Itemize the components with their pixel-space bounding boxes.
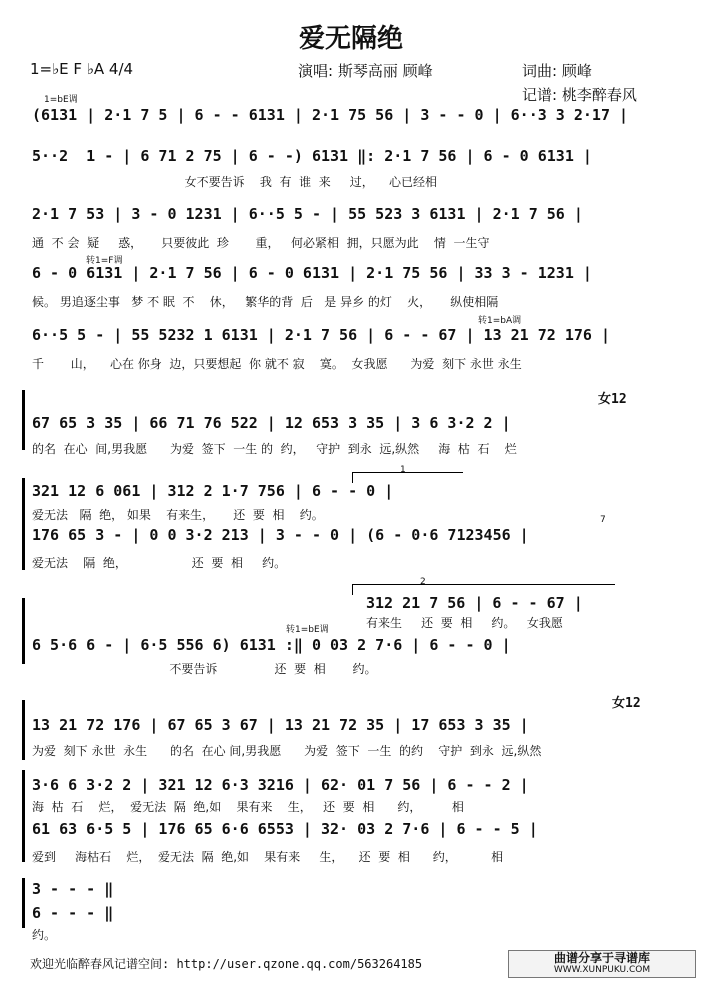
lyrics-row-7: 爱无法 隔 绝， 如果 有来生， 还 要 相 约。 (32, 508, 324, 522)
lyrics-row-9: 有来生 还 要 相 约。 女我愿 (366, 616, 563, 630)
notation-row-12: 3·6 6 3·2 2 | 321 12 6·3 3216 | 62· 01 7 56 | 6 - - 2 | (32, 776, 529, 794)
lyrics-row-5: 千 山， 心在 你身 边，只要想起 你 就不 寂 寞。 女我愿 为爱 刻下 永世 永生 (32, 357, 522, 371)
modulate-f-label: 转1=F调 (86, 256, 123, 266)
lyrics-row-10: 不要告诉 还 要 相 约。 (32, 662, 377, 676)
notation-row-4: 6 - 0 6131 | 2·1 7 56 | 6 - 0 6131 | 2·1 75 56 | 33 3 - 1231 | (32, 264, 592, 282)
lyrics-row-11: 为爱 刻下 永世 永生 的名 在心 间,男我愿 为爱 签下 一生 的约 守护 到永 远,纵然 (32, 744, 542, 758)
modulate-a-label: 转1=bA调 (478, 316, 522, 326)
lyrics-row-13: 爱到 海枯石 烂， 爱无法 隔 绝,如 果有来 生， 还 要 相 约， 相 (32, 850, 504, 864)
notation-row-6: 67 65 3 35 | 66 71 76 522 | 12 653 3 35 | 3 6 3·2 2 | (32, 414, 511, 432)
badge-url: WWW.XUNPUKU.COM (553, 965, 651, 975)
transcriber-credit: 记谱: 桃李醉春风 (522, 86, 637, 104)
singers-credit: 演唱: 斯琴高丽 顾峰 (298, 62, 433, 80)
volta-number-2: 2 (420, 577, 426, 587)
notation-row-13: 61 63 6·5 5 | 176 65 6·6 6553 | 32· 03 2 7·6 | 6 - - 5 | (32, 820, 538, 838)
notation-row-3: 2·1 7 53 | 3 - 0 1231 | 6··5 5 - | 55 523 3 6131 | 2·1 7 56 | (32, 205, 583, 223)
key-signature: 1=♭E F ♭A 4/4 (30, 60, 134, 78)
notation-row-8: 176 65 3 - | 0 0 3·2 213 | 3 - - 0 | (6 - 0·6 7123456 | (32, 526, 529, 544)
lyrics-row-6: 的名 在心 间,男我愿 为爱 签下 一生 的 约， 守护 到永 远,纵然 海 枯 石 烂 (32, 442, 517, 456)
tuplet-7-label: 7 (600, 515, 606, 525)
key-note-top: 1=bE调 (44, 95, 78, 105)
composer-credit: 词曲: 顾峰 (522, 62, 592, 80)
notation-row-9: 312 21 7 56 | 6 - - 67 | (366, 594, 583, 612)
notation-row-10: 6 5·6 6 - | 6·5 556 6) 6131 :‖ 0 03 2 7·6 | 6 - - 0 | (32, 636, 511, 654)
notation-row-1: (6131 | 2·1 7 5 | 6 - - 6131 | 2·1 75 56 | 3 - - 0 | 6··3 3 2·17 | (32, 106, 629, 124)
system-bracket-1 (22, 390, 25, 450)
lyrics-row-12: 海 枯 石 烂， 爱无法 隔 绝,如 果有来 生， 还 要 相 约， 相 (32, 800, 464, 814)
song-title: 爱无隔绝 (298, 24, 403, 54)
system-bracket-4 (22, 700, 25, 760)
lyrics-row-3: 通 不 会 疑 惑， 只要彼此 珍 重， 何必紧相 拥，只愿为此 情 一生守 (32, 236, 490, 250)
system-bracket-5 (22, 770, 25, 862)
lyrics-row-2: 女不要告诉 我 有 谁 来 过， 心已经相 (32, 175, 438, 189)
notation-row-5: 6··5 5 - | 55 5232 1 6131 | 2·1 7 56 | 6 - - 67 | 13 21 72 176 | (32, 326, 610, 344)
system-bracket-3 (22, 598, 25, 664)
system-bracket-6 (22, 878, 25, 928)
source-badge[interactable] (508, 950, 696, 978)
footer-credit: 欢迎光临醉春风记谱空间: http://user.qzone.qq.com/563264185 (30, 957, 423, 971)
lyrics-row-8: 爱无法 隔 绝， 还 要 相 约。 (32, 556, 287, 570)
row6-pickup: 女12 (598, 392, 627, 407)
row11-pickup: 女12 (612, 696, 641, 711)
notation-row-14: 3 - - - ‖ (32, 880, 114, 898)
notation-row-15: 6 - - - ‖ (32, 904, 114, 922)
volta-number-1: 1 (400, 465, 406, 475)
lyrics-row-15: 约。 (32, 928, 57, 942)
notation-row-7: 321 12 6 061 | 312 2 1·7 756 | 6 - - 0 | (32, 482, 394, 500)
notation-row-2: 5··2 1 - | 6 71 2 75 | 6 - -) 6131 ‖: 2·1 7 56 | 6 - 0 6131 | (32, 147, 592, 165)
lyrics-row-4: 候。 男追逐尘事 梦 不 眠 不 休， 繁华的背 后 是 异乡 的灯 火， 纵使相隔 (32, 295, 499, 309)
modulate-e-label: 转1=bE调 (286, 625, 329, 635)
notation-row-11: 13 21 72 176 | 67 65 3 67 | 13 21 72 35 | 17 653 3 35 | (32, 716, 529, 734)
system-bracket-2 (22, 478, 25, 570)
badge-title: 曲谱分享于寻谱库 (553, 951, 650, 965)
